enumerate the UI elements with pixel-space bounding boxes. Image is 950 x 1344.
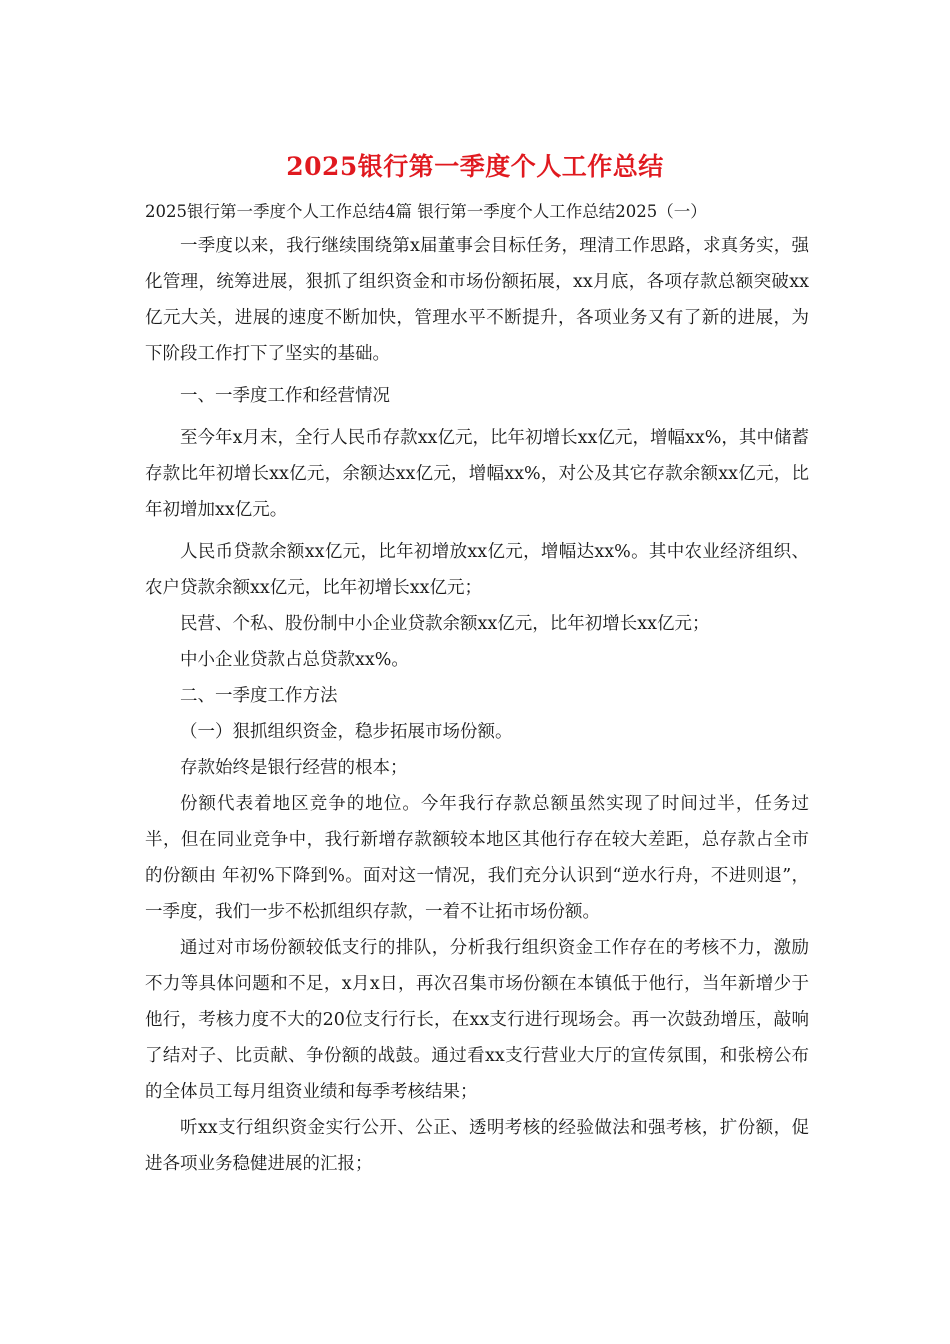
paragraph-market-share: 份额代表着地区竞争的地位。今年我行存款总额虽然实现了时间过半，任务过半，但在同业竞争中，我行新增存款额较本地区其他行存在较大差距，总存款占全市的份额由 年初%下降到%。面对这一情况，我们充分认识到“逆水行舟，不进则退”，一季度，我们一步不松抓组织存款，一着不让拓市场份额。	[145, 794, 809, 922]
paragraph-deposit-root: 存款始终是银行经营的根本；	[180, 758, 408, 778]
paragraph-deposits: 至今年x月末，全行人民币存款xx亿元，比年初增长xx亿元，增幅xx%，其中储蓄存款比年初增长xx亿元，余额达xx亿元，增幅xx%，对公及其它存款余额xx亿元，比年初增加xx亿元。	[145, 428, 809, 520]
document-body	[145, 228, 809, 1182]
paragraph-sme-share: 中小企业贷款占总贷款xx%。	[180, 650, 409, 670]
paragraph-report: 听xx支行组织资金实行公开、公正、透明考核的经验做法和强考核，扩份额，促进各项业务稳健进展的汇报；	[145, 1118, 809, 1174]
paragraph-intro: 一季度以来，我行继续围绕第x届董事会目标任务，理清工作思路，求真务实，强化管理，统筹进展，狠抓了组织资金和市场份额拓展，xx月底，各项存款总额突破xx亿元大关，进展的速度不断加快，管理水平不断提升，各项业务又有了新的进展，为下阶段工作打下了坚实的基础。	[145, 236, 809, 364]
section-heading-2: 二、一季度工作方法	[180, 686, 338, 706]
section-heading-1: 一、一季度工作和经营情况	[180, 386, 390, 406]
paragraph-loans: 人民币贷款余额xx亿元，比年初增放xx亿元，增幅达xx%。其中农业经济组织、农户贷款余额xx亿元，比年初增长xx亿元；	[145, 542, 809, 598]
paragraph-ranking: 通过对市场份额较低支行的排队，分析我行组织资金工作存在的考核不力，激励不力等具体问题和不足，x月x日，再次召集市场份额在本镇低于他行，当年新增少于他行，考核力度不大的20位支行行长，在xx支行进行现场会。再一次鼓劲增压，敲响了结对子、比贡献、争份额的战鼓。通过看xx支行营业大厅的宣传氛围，和张榜公布的全体员工每月组资业绩和每季考核结果；	[145, 938, 809, 1102]
document-subtitle: 2025银行第一季度个人工作总结4篇 银行第一季度个人工作总结2025（一）	[145, 202, 707, 221]
paragraph-sme-loans: 民营、个私、股份制中小企业贷款余额xx亿元，比年初增长xx亿元；	[180, 614, 710, 634]
subsection-heading-1: （一）狠抓组织资金，稳步拓展市场份额。	[180, 722, 513, 742]
document-title: 2025银行第一季度个人工作总结	[286, 152, 664, 181]
